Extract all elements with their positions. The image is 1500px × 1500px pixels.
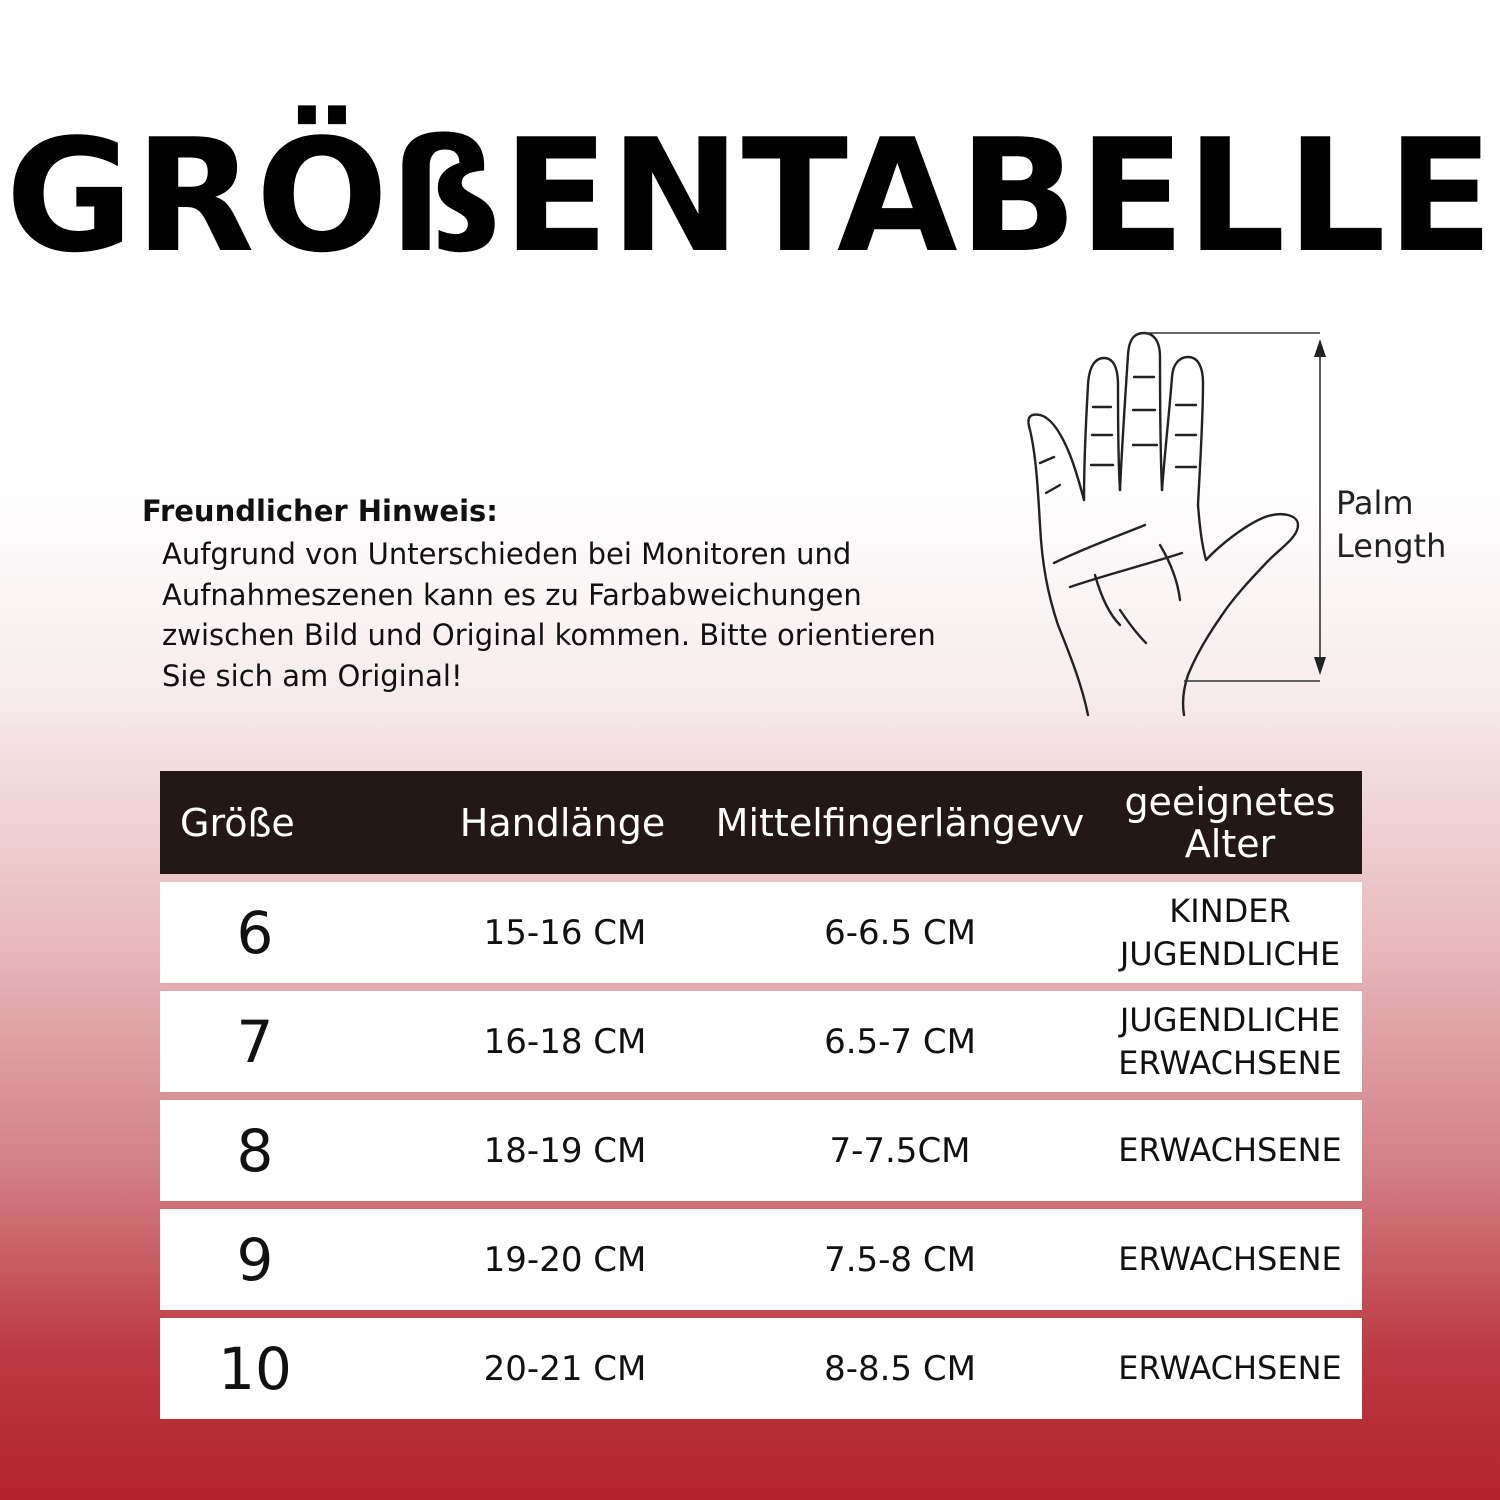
cell-age: [1100, 991, 1360, 1092]
table-header: [160, 771, 1362, 874]
cell-middle-finger: 6.5-7 CM: [824, 1021, 976, 1062]
cell-age: ERWACHSENE: [1118, 1349, 1342, 1387]
cell-age: ERWACHSENE: [1118, 1240, 1342, 1278]
cell-hand-length: 15-16 CM: [483, 912, 647, 953]
table-row: [160, 882, 1362, 983]
cell-hand-length: 20-21 CM: [483, 1348, 647, 1389]
age-line: JUGENDLICHE: [1119, 934, 1341, 973]
notice-line: Sie sich am Original!: [162, 658, 463, 693]
cell-age: [1100, 882, 1360, 983]
header-age: [1105, 781, 1355, 865]
cell-hand-length: 18-19 CM: [483, 1130, 647, 1171]
notice-heading: Freundlicher Hinweis:: [142, 494, 498, 528]
cell-middle-finger: 7.5-8 CM: [824, 1239, 976, 1280]
size-table: [160, 771, 1362, 1419]
palm-label-line: Palm: [1336, 484, 1414, 522]
header-age-line: Alter: [1184, 821, 1276, 866]
notice: [142, 492, 1022, 696]
palm-length-label: [1336, 482, 1446, 568]
cell-size: 10: [218, 1334, 292, 1403]
header-middle-finger: Mittelfingerlängevv: [715, 800, 1085, 845]
table-row: [160, 1209, 1362, 1310]
cell-middle-finger: 6-6.5 CM: [824, 912, 976, 953]
palm-label-line: Length: [1336, 527, 1447, 565]
page-title: GRÖßENTABELLE: [5, 105, 1495, 287]
notice-line: zwischen Bild und Original kommen. Bitte orientieren: [162, 618, 936, 652]
cell-hand-length: 19-20 CM: [483, 1239, 647, 1280]
table-row: [160, 991, 1362, 1092]
age-line: JUGENDLICHE: [1119, 1000, 1341, 1039]
notice-line: Aufnahmeszenen kann es zu Farbabweichungen: [162, 577, 862, 612]
header-age-line: geeignetes: [1124, 779, 1336, 824]
cell-hand-length: 16-18 CM: [483, 1021, 647, 1062]
age-line: KINDER: [1169, 891, 1291, 930]
table-row: [160, 1100, 1362, 1201]
cell-middle-finger: 8-8.5 CM: [824, 1348, 976, 1389]
notice-body: [142, 534, 1022, 696]
cell-size: 9: [236, 1225, 274, 1294]
cell-size: 8: [236, 1116, 274, 1185]
notice-line: Aufgrund von Unterschieden bei Monitoren und: [162, 537, 852, 571]
table-row: [160, 1318, 1362, 1419]
cell-middle-finger: 7-7.5CM: [829, 1130, 971, 1171]
cell-age: ERWACHSENE: [1118, 1131, 1342, 1169]
header-hand-length: Handlänge: [459, 800, 666, 845]
cell-size: 6: [236, 898, 274, 967]
header-size: Größe: [180, 800, 295, 845]
cell-size: 7: [236, 1007, 274, 1076]
age-line: ERWACHSENE: [1118, 1043, 1342, 1082]
